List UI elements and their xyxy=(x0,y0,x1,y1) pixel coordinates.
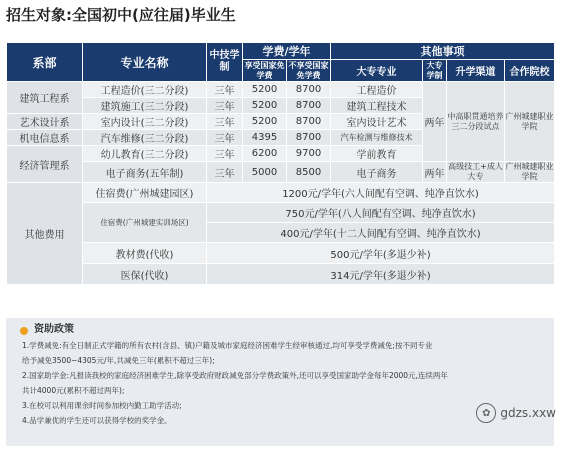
header-fee: 学费/学年 xyxy=(243,43,331,60)
channel-cell: 中高职贯通培养三二分段试点 xyxy=(447,82,505,162)
page-title: 招生对象:全国初中(应往届)毕业生 xyxy=(6,6,236,24)
dept-cell: 经济管理系 xyxy=(7,146,83,183)
college-years-cell: 两年 xyxy=(423,162,447,183)
years-cell: 三年 xyxy=(207,114,243,130)
table-row xyxy=(7,82,555,98)
policy-line: 4.品学兼优的学生还可以获得学校的奖学金。 xyxy=(22,416,172,425)
policy-box xyxy=(6,318,554,446)
years-cell: 三年 xyxy=(207,146,243,162)
college-major-cell: 电子商务 xyxy=(331,162,423,183)
fee-nonlocal-cell: 8700 xyxy=(287,82,331,98)
college-major-cell: 学前教育 xyxy=(331,146,423,162)
policy-line: 2.国家助学金:凡报读我校的家庭经济困难学生,除享受政府财政减免部分学费政策外,还可以享受国家助学金每年2000元,连续两年 xyxy=(22,371,448,380)
dept-cell: 艺术设计系 xyxy=(7,114,83,130)
college-major-cell: 工程造价 xyxy=(331,82,423,98)
years-cell: 三年 xyxy=(207,98,243,114)
header-schooling: 中技学制 xyxy=(207,43,243,82)
fee-name-cell: 医保(代收) xyxy=(83,264,207,285)
header-major: 专业名称 xyxy=(83,43,207,82)
fee-value-cell: 1200元/学年(六人间配有空调、纯净直饮水) xyxy=(207,183,555,203)
fee-row xyxy=(7,183,555,203)
dept-cell: 建筑工程系 xyxy=(7,82,83,114)
fee-row xyxy=(7,264,555,285)
fee-local-cell: 5000 xyxy=(243,162,287,183)
header-fee-nonlocal: 不享受国家免学费 xyxy=(288,60,329,80)
fee-local-cell: 4395 xyxy=(243,130,287,146)
fee-value-cell: 500元/学年(多退少补) xyxy=(207,243,555,264)
fee-name-cell: 住宿费(广州城建园区) xyxy=(83,183,207,203)
watermark-text: gdzs.xxw xyxy=(500,406,556,420)
table-row xyxy=(7,162,555,183)
fee-nonlocal-cell: 9700 xyxy=(287,146,331,162)
policy-heading: 资助政策 xyxy=(34,324,74,335)
major-cell: 电子商务(五年制) xyxy=(83,162,207,183)
partner-cell: 广州城建职业学院 xyxy=(505,162,554,181)
policy-line: 共计4000元(累积不超过两年); xyxy=(22,386,125,395)
header-dept: 系部 xyxy=(7,43,83,82)
fee-row xyxy=(7,243,555,264)
fee-row xyxy=(7,203,555,223)
fee-nonlocal-cell: 8500 xyxy=(287,162,331,183)
bullet-dot-icon xyxy=(20,327,28,335)
header-other: 其他事项 xyxy=(331,43,555,60)
fee-name-cell: 教材费(代收) xyxy=(83,243,207,264)
fee-nonlocal-cell: 8700 xyxy=(287,130,331,146)
watermark xyxy=(476,403,556,423)
fee-value-cell: 314元/学年(多退少补) xyxy=(207,264,555,285)
policy-line: 1.学费减免:有全日制正式学籍的所有农村(含县、镇)户籍及城市家庭经济困难学生经审核通过,均可享受学费减免;按不同专业 xyxy=(22,341,433,350)
policy-lines xyxy=(22,338,542,428)
fee-value-cell: 750元/学年(八人间配有空调、纯净直饮水) xyxy=(207,203,555,223)
fee-local-cell: 6200 xyxy=(243,146,287,162)
header-college-major: 大专专业 xyxy=(331,60,423,82)
years-cell: 三年 xyxy=(207,130,243,146)
partner-cell: 广州城建职业学院 xyxy=(505,82,555,162)
years-cell: 三年 xyxy=(207,82,243,98)
college-major-cell: 建筑工程技术 xyxy=(331,98,423,114)
policy-line: 给予减免3500~4305元/年,共减免三年(累积不超过三年); xyxy=(22,356,215,365)
fee-local-cell: 5200 xyxy=(243,98,287,114)
header-college-schooling: 大专学制 xyxy=(423,60,447,82)
years-cell: 三年 xyxy=(207,162,243,183)
major-cell: 幼儿教育(三二分段) xyxy=(83,146,207,162)
channel-cell: 高级技工+成人大专 xyxy=(448,162,503,181)
wechat-logo-icon: ✿ xyxy=(476,403,496,423)
header-partner: 合作院校 xyxy=(505,60,555,82)
fee-value-cell: 400元/学年(十二人间配有空调、纯净直饮水) xyxy=(207,223,555,243)
college-years-cell: 两年 xyxy=(423,82,447,162)
fee-local-cell: 5200 xyxy=(243,82,287,98)
major-cell: 汽车维修(三二分段) xyxy=(83,130,207,146)
header-channel: 升学渠道 xyxy=(447,60,505,82)
dept-cell: 机电信息系 xyxy=(7,130,83,146)
header-fee-local: 享受国家免学费 xyxy=(244,60,285,80)
college-major-cell: 室内设计艺术 xyxy=(331,114,423,130)
policy-line: 3.在校可以利用课余时间参加校内勤工助学活动; xyxy=(22,401,182,410)
fee-name-cell: 住宿费(广州城建实训场区) xyxy=(83,203,207,243)
major-cell: 建筑施工(三二分段) xyxy=(83,98,207,114)
fee-nonlocal-cell: 8700 xyxy=(287,114,331,130)
college-major-cell: 汽车检测与维修技术 xyxy=(331,130,423,146)
major-cell: 室内设计(三二分段) xyxy=(83,114,207,130)
major-cell: 工程造价(三二分段) xyxy=(83,82,207,98)
enrollment-table xyxy=(6,42,555,285)
other-fees-label: 其他费用 xyxy=(7,183,83,285)
fee-nonlocal-cell: 8700 xyxy=(287,98,331,114)
fee-local-cell: 5200 xyxy=(243,114,287,130)
